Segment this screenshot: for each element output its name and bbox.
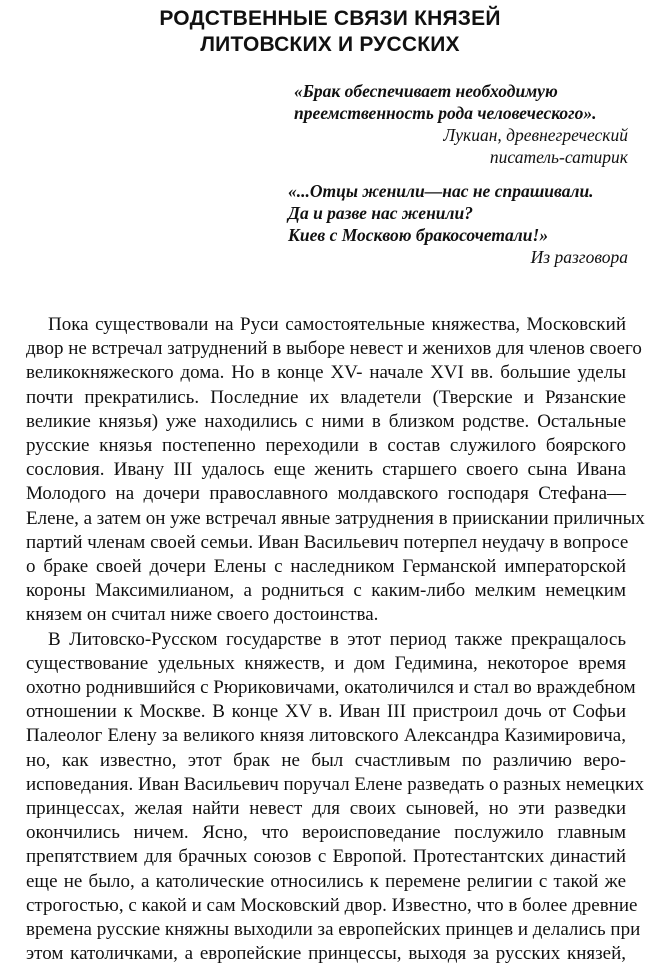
- text-line: существование удельных княжеств, и дом Гедимина, некоторое время: [26, 652, 626, 674]
- text-line: великокняжеского дома. Но в конце XV- начале XVI вв. большие уделы: [26, 362, 626, 384]
- epigraph-quote-line: «...Отцы женили—нас не спрашивали.: [288, 181, 594, 201]
- epigraph-lucian: [288, 80, 628, 168]
- text-line: времена русские княжны выходили за европейских принцев и делались при: [26, 919, 641, 941]
- text-line: почти прекратились. Последние их владетели (Тверские и Рязанские: [26, 386, 626, 408]
- chapter-title-line-1: РОДСТВЕННЫЕ СВЯЗИ КНЯЗЕЙ: [159, 7, 501, 30]
- epigraph-quote-line: Киев с Москвою бракосочетали!»: [288, 225, 549, 245]
- text-line: принцессах, желая найти невест для своих сыновей, но эти разведки: [26, 798, 626, 820]
- text-line: великие князья) уже находились с ними в близком родстве. Остальные: [26, 410, 626, 432]
- text-line: В Литовско-Русском государстве в этот период также прекращалось: [48, 628, 626, 650]
- chapter-title: [60, 6, 600, 58]
- text-line: исповедания. Иван Васильевич поручал Елене разведать о разных немецких: [26, 773, 644, 795]
- text-line: препятствием для брачных союзов с Европой. Протестантских династий: [26, 846, 626, 868]
- epigraph-quote-line: Да и разве нас женили?: [288, 203, 473, 223]
- text-line: Палеолог Елену за великого князя литовского Александра Казимировича,: [26, 725, 626, 747]
- epigraph-conversation: [288, 180, 628, 268]
- epigraph-quote-line: преемственность рода человеческого».: [294, 103, 597, 123]
- text-line: строгостью, с какой и сам Московский двор. Известно, что в более древние: [26, 894, 638, 916]
- text-line: русские князья постепенно переходили в состав служилого боярского: [26, 435, 626, 457]
- text-line: Пока существовали на Руси самостоятельные княжества, Московский: [48, 314, 626, 335]
- text-line: еще не было, а католические относились к перемене религии с такой же: [26, 870, 626, 892]
- epigraph-attribution-line: Лукиан, древнегреческий: [443, 125, 628, 145]
- epigraph-quote-line: «Брак обеспечивает необходимую: [294, 81, 558, 101]
- epigraph-attribution-line: писатель-сатирик: [489, 147, 628, 167]
- text-line: Елене, а затем он уже встречал явные затруднения в приискании приличных: [26, 507, 645, 529]
- text-line: окончились ничем. Ясно, что вероисповедание послужило главным: [26, 822, 626, 844]
- text-line: Молодого на дочери православного молдавского господаря Стефана—: [26, 483, 626, 505]
- chapter-title-line-2: ЛИТОВСКИХ И РУССКИХ: [200, 33, 460, 56]
- text-line: сословия. Ивану III удалось еще женить старшего своего сына Ивана: [26, 459, 626, 481]
- paragraph-2: [26, 628, 644, 966]
- text-line: князем он считал ниже своего достоинства.: [26, 604, 379, 626]
- text-line: двор не встречал затруднений в выборе невест и женихов для членов своего: [26, 338, 642, 360]
- epigraphs: [288, 80, 628, 268]
- text-line: партий членам своей семьи. Иван Васильевич потерпел неудачу в вопросе: [26, 531, 629, 553]
- paragraph-1: [26, 313, 645, 628]
- epigraph-attribution-line: Из разговора: [530, 247, 628, 267]
- text-line: охотно роднившийся с Рюриковичами, окатоличился и стал во враждебном: [26, 677, 636, 699]
- body-text: [26, 313, 645, 966]
- text-line: о браке своей дочери Елены с наследником Германской императорской: [26, 556, 626, 578]
- text-line: но, как известно, этот брак не был счастливым по различию веро-: [26, 749, 626, 771]
- text-line: короны Максимилианом, а родниться с каким-либо мелким немецким: [26, 580, 626, 602]
- text-line: этом католичками, а европейские принцессы, выходя за русских князей,: [26, 943, 626, 965]
- text-line: отношении к Москве. В конце XV в. Иван III пристроил дочь от Софьи: [26, 701, 626, 723]
